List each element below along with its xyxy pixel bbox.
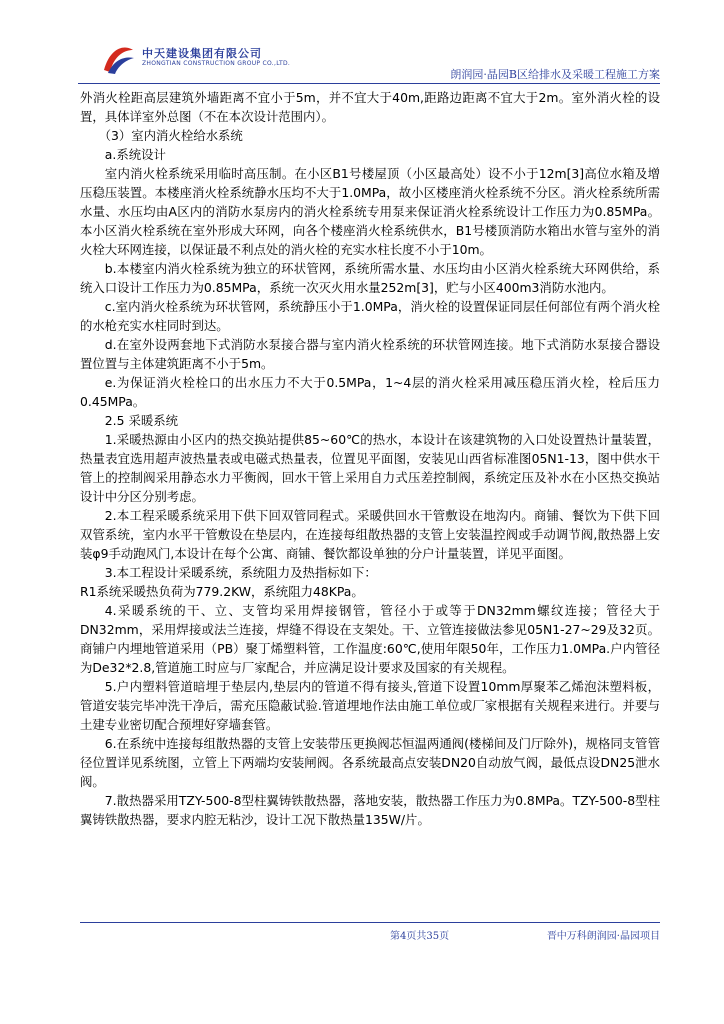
paragraph: 1.采暖热源由小区内的热交换站提供85~60℃的热水，本设计在该建筑物的入口处设置热计量装置，热量表宜选用超声波热量表或电磁式热量表，位置见平面图，安装见山西省标准图05N1-13，图中供水干管上的控制阀采用静态水力平衡阀，回水干管上采用自力式压差控制阀，系统定压及补水在小区热交换站设计中分区分别考虑。	[80, 432, 660, 504]
paragraph: 3.本工程设计采暖系统，系统阻力及热指标如下：	[104, 565, 377, 580]
paragraph: R1系统采暖热负荷为779.2KW，系统阻力48KPa。	[80, 584, 364, 599]
paragraph: 2.本工程采暖系统采用下供下回双管同程式。采暖供回水干管敷设在地沟内。商铺、餐饮为下供下回双管系统，室内水平干管敷设在垫层内，在连接每组散热器的支管上安装温控阀或手动调节阀,散热器上安装φ9手动跑风门,本设计在每个公寓、商铺、餐饮都设单独的分户计量装置，详见平面图。	[80, 508, 660, 561]
document-title: 朗润园·晶园B区给排水及采暖工程施工方案	[450, 68, 660, 81]
section-heading: （3）室内消火栓给水系统	[98, 128, 243, 143]
company-logo-icon	[100, 42, 136, 76]
section-heading: 2.5 采暖系统	[104, 413, 179, 428]
paragraph: d.在室外设两套地下式消防水泵接合器与室内消火栓系统的环状管网连接。地下式消防水泵接合器设置位置与主体建筑距离不小于5m。	[80, 337, 660, 371]
project-name: 晋中万科朗润园·晶园项目	[546, 931, 660, 942]
paragraph: 外消火栓距高层建筑外墙距离不宜小于5m，并不宜大于40m,距路边距离不宜大于2m。室外消火栓的设置，具体详室外总图（不在本次设计范围内）。	[80, 90, 660, 124]
page-header	[78, 42, 660, 84]
company-name-en: ZHONGTIAN CONSTRUCTION GROUP CO.,LTD.	[142, 60, 291, 67]
page-footer	[80, 922, 660, 943]
paragraph: b.本楼室内消火栓系统为独立的环状管网，系统所需水量、水压均由小区消火栓系统大环网供给，系统入口设计工作压力为0.85MPa，系统一次灭火用水量252m[3]，贮与小区400m3消防水池内。	[80, 261, 660, 295]
page-number: 第4页共35页	[390, 931, 450, 942]
paragraph: e.为保证消火栓栓口的出水压力不大于0.5MPa，1~4层的消火栓采用减压稳压消火栓，栓后压力0.45MPa。	[80, 375, 660, 409]
paragraph: 6.在系统中连接每组散热器的支管上安装带压更换阀芯恒温两通阀(楼梯间及门厅除外)，规格同支管管径位置详见系统图，立管上下两端均安装闸阀。各系统最高点安装DN20自动放气阀，最低点设DN25泄水阀。	[80, 736, 660, 789]
paragraph: 室内消火栓系统采用临时高压制。在小区B1号楼屋顶（小区最高处）设不小于12m[3]高位水箱及增压稳压装置。本楼座消火栓系统静水压均不大于1.0MPa，故小区楼座消火栓系统不分区。消火栓系统所需水量、水压均由A区内的消防水泵房内的消火栓系统专用泵来保证消火栓系统设计工作压力为0.85MPa。本小区消火栓系统在室外形成大环网，向各个楼座消火栓系统供水，B1号楼顶消防水箱出水管与室外的消火栓大环网连接，以保证最不利点处的消火栓的充实水柱长度不小于10m。	[80, 166, 660, 257]
paragraph: c.室内消火栓系统为环状管网，系统静压小于1.0MPa，消火栓的设置保证同层任何部位有两个消火栓的水枪充实水柱同时到达。	[80, 299, 660, 333]
subsection-heading: a.系统设计	[104, 147, 166, 162]
header-divider	[78, 83, 660, 84]
paragraph: 4.采暖系统的干、立、支管均采用焊接钢管，管径小于或等于DN32mm螺纹连接；管径大于DN32mm，采用焊接或法兰连接，焊缝不得设在支架处。干、立管连接做法参见05N1-27~29及32页。商铺户内埋地管道采用（PB）聚丁烯塑料管，工作温度:60℃,使用年限50年，工作压力1.0MPa.户内管径为De32*2.8,管道施工时应与厂家配合，并应满足设计要求及国家的有关规程。	[80, 603, 660, 675]
paragraph: 5.户内塑料管道暗埋于垫层内,垫层内的管道不得有接头,管道下设置10mm厚聚苯乙烯泡沫塑料板，管道安装完毕冲洗干净后，需充压隐蔽试验.管道埋地作法由施工单位或厂家根据有关规程来进行。并要与土建专业密切配合预埋好穿墙套管。	[80, 679, 660, 732]
document-body	[80, 88, 660, 829]
paragraph: 7.散热器采用TZY-500-8型柱翼铸铁散热器，落地安装，散热器工作压力为0.8MPa。TZY-500-8型柱翼铸铁散热器，要求内腔无粘沙，设计工况下散热量135W/片。	[80, 793, 660, 827]
company-name-cn: 中天建设集团有限公司	[142, 47, 262, 60]
